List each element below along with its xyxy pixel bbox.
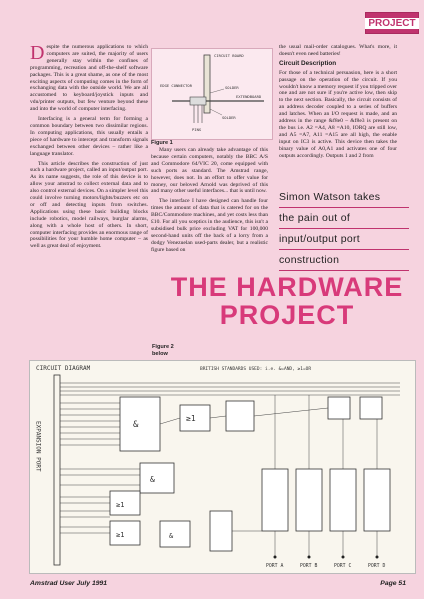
or-gate-3 xyxy=(110,521,140,545)
section-badge xyxy=(365,12,419,34)
figure-1-svg xyxy=(152,49,272,139)
standfirst-line: construction xyxy=(279,250,409,271)
figure-1-caption: Figure 1 xyxy=(151,140,173,146)
paragraph: This article describes the construction of just such a hardware project, called an input/output port. As its name suggests, the role of this device is to allow your amstrad to collect external data and to also control external devices. On a simpler level this could involve turning motors/lights/buzzers etc on or off and detecting inputs from switches. Applications using these basic building blocks include robotics, model railways, burglar alarms, along with a whole host of others. In short, computer interfacing provides an enormous range of possibilities for your humble home computer – as well as great deal of enjoyment. xyxy=(30,160,148,250)
port-a-label: PORT A xyxy=(266,564,284,569)
article-column-2 xyxy=(151,147,268,257)
circuit-diagram xyxy=(29,360,416,574)
paragraph: Interfacing is a general term for forming a common boundary between two dissimilar regions. In computing applications, this usually entails a piece of hardware to intercept and transform signals exchanged between other devices – rather like a language translator. xyxy=(30,116,148,157)
paragraph-text: espite the numerous applications to which computers are suited, the majority of users generally stay within the confines of programming, recreation and off-the-shelf software packages. This is a great shame, as one of the most exciting aspects of computing comes in the form of exchanging data with the outside world. We are all accustomed to keyboard/joystick inputs and vdu/printer outputs, but few venture beyond these and into the world of computer interfacing. xyxy=(30,44,148,113)
standfirst-line: Simon Watson takes xyxy=(279,187,409,208)
buffer-ic xyxy=(210,511,232,551)
and-gate-2 xyxy=(140,463,174,493)
leader-line xyxy=(210,109,222,115)
label-edge-connector: EDGE CONNECTOR xyxy=(160,83,193,88)
drop-cap: D xyxy=(30,42,45,64)
figure-2-caption xyxy=(152,344,174,357)
section-badge-label: PROJECT xyxy=(365,18,418,29)
label-extendboard: EXTENDBOARD xyxy=(236,94,262,99)
paragraph: The interface I have designed can handle four times the amount of data that is catered for on the BBC/Commodore machines, and yet costs less than £10. For all you sceptics in the audience, this isn't a subsidised bulk price excluding VAT for 100,000 second-hand units off the back of a lorry from a dodgy Venezuelan used-parts dealer, but a realistic figure based on xyxy=(151,198,268,253)
paragraph: the usual mail-order catalogues. What's more, it doesn't even need batteries! xyxy=(279,44,397,57)
footer-publication: Amstrad User July 1991 xyxy=(30,580,108,587)
diagram-note: BRITISH STANDARDS USED: i.e. &=AND, ≥1=OR xyxy=(200,367,312,372)
and-gate-3 xyxy=(160,521,190,547)
standfirst-line: the pain out of xyxy=(279,208,409,229)
or-gate-3-symbol: ≥1 xyxy=(116,531,125,539)
label-solder-2: SOLDER xyxy=(222,115,236,120)
port-d-label: PORT D xyxy=(368,564,386,569)
leader-line xyxy=(210,89,224,93)
title-line-1: THE HARDWARE xyxy=(170,272,404,302)
port-terminals xyxy=(274,556,379,559)
figure-2-caption-line: Figure 2 xyxy=(152,344,174,350)
and-gate-2-symbol: & xyxy=(150,475,155,484)
figure-2-caption-line: below xyxy=(152,350,168,357)
standfirst-line: input/output port xyxy=(279,229,409,250)
expansion-port-label: EXPANSION PORT xyxy=(34,421,42,472)
label-pins: PINS xyxy=(192,127,202,132)
subheading: Circuit Description xyxy=(279,59,337,67)
article-column-1 xyxy=(30,44,148,253)
title-line-2: PROJECT xyxy=(219,300,355,330)
expansion-port-bus xyxy=(54,375,60,565)
and-gate-1-symbol: & xyxy=(133,420,139,430)
label-solder-1: SOLDER xyxy=(225,85,239,90)
standfirst xyxy=(279,187,409,271)
paragraph: Many users can already take advantage of this because certain computers, notably the BBC A/S and Commodore 64/VIC 20, come equipped with such ports as standard. The Amstrad range, however, does not. In an effort to offer value for money, our beloved Arnold was deprived of this and many other useful interfaces... that is until now. xyxy=(151,147,268,195)
label-circuit-board: CIRCUIT BOARD xyxy=(214,53,244,58)
port-c-label: PORT C xyxy=(334,564,352,569)
diagram-title: CIRCUIT DIAGRAM xyxy=(36,365,91,372)
or-gate-2-symbol: ≥1 xyxy=(116,501,125,509)
or-gate-2 xyxy=(110,491,140,515)
circuit-diagram-svg xyxy=(30,361,415,573)
edge-connector-shape xyxy=(190,97,206,105)
footer-page-number: Page 51 xyxy=(380,580,406,587)
or-gate-1-symbol: ≥1 xyxy=(186,414,196,423)
latch-ics xyxy=(262,397,390,531)
article-title xyxy=(152,273,422,329)
figure-1-diagram xyxy=(151,48,273,140)
port-b-label: PORT B xyxy=(300,564,318,569)
paragraph: For those of a technical persuasion, here is a short passage on the operation of the circuit. If you wouldn't know a memory request if you tripped over one and are not sure if you're active low, then skip to the next section. Basically, the circuit consists of an address decoder coupled to a series of buffers and latches. When an I/O request is made, and an address in the range &f8e0 – &f8e3 is present on the bus i.e. A2 =A4, A8 =A10, IORQ are still low, and A5 =A7, A11 =A15 are all high, the enable input on IC3 is active. This device then takes the binary value of A0,A1 and activates one of four outputs accordingly. Outputs 1 and 2 from xyxy=(279,69,397,159)
paragraph-intro xyxy=(30,44,148,113)
decoder-ic xyxy=(226,401,254,431)
and-gate-1 xyxy=(120,397,160,451)
and-gate-3-symbol: & xyxy=(169,532,174,540)
article-column-3 xyxy=(279,44,397,163)
